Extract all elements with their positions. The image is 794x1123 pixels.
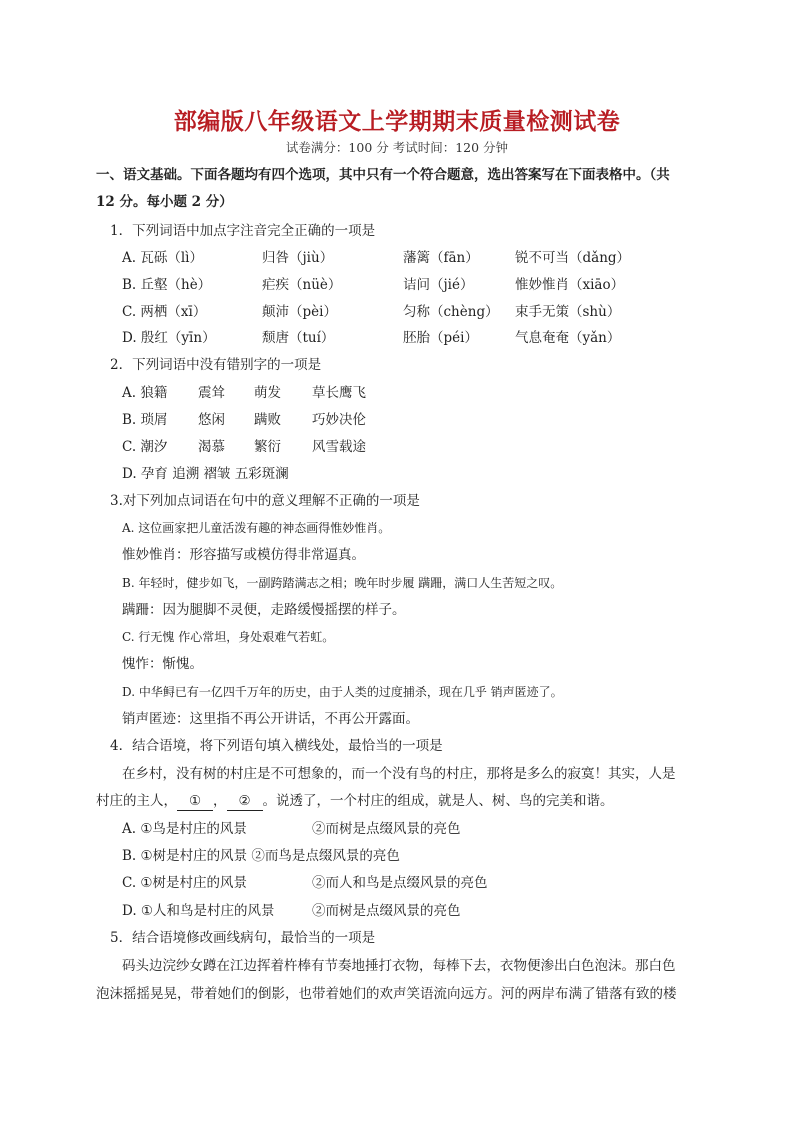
- q5-passage-line-1: 码头边浣纱女蹲在江边挥着杵棒有节奏地捶打衣物，每棒下去，衣物便渗出白色泡沫。那白色: [122, 958, 676, 974]
- q3-option-b: B. 年轻时，健步如飞，一副跨踏满志之相；晚年时步履 蹒跚，满口人生苦短之叹。: [122, 576, 563, 590]
- q2-option-c-2: 渴慕: [198, 439, 225, 455]
- q3-option-a: A. 这位画家把儿童活泼有趣的神态画得惟妙惟肖。: [122, 521, 391, 535]
- q4-blank-1: ①: [177, 792, 213, 811]
- q3-option-d: D. 中华鲟已有一亿四千万年的历史，由于人类的过度捕杀，现在几乎 销声匿迹了。: [122, 685, 563, 699]
- question-1-stem: 1．下列词语中加点字注音完全正确的一项是: [110, 223, 376, 239]
- q2-option-a-4: 草长鹰飞: [312, 385, 366, 401]
- q1-option-d-4: 气息奄奄（yǎn）: [515, 330, 621, 346]
- q2-option-b-4: 巧妙决伦: [312, 412, 366, 428]
- q4-passage-prefix: 村庄的主人，: [96, 793, 177, 809]
- q2-option-a-3: 萌发: [254, 385, 281, 401]
- q1-option-a-2: 归咎（jiù）: [262, 250, 334, 266]
- q2-option-d: D. 孕育 追溯 褶皱 五彩斑澜: [122, 466, 289, 482]
- q1-option-b-1: B. 丘壑（hè）: [122, 277, 212, 293]
- q4-option-a-2: ②而树是点缀风景的亮色: [312, 821, 461, 837]
- q1-option-b-3: 诘问（jié）: [403, 277, 474, 293]
- q3-option-c-explain: 愧怍：惭愧。: [122, 656, 203, 672]
- q4-option-b: B. ①树是村庄的风景 ②而鸟是点缀风景的亮色: [122, 848, 400, 864]
- q2-option-a-1: A. 狼籍: [122, 385, 168, 401]
- q2-option-c-1: C. 潮汐: [122, 439, 168, 455]
- q2-option-c-4: 风雪载途: [312, 439, 366, 455]
- q4-option-c-1: C. ①树是村庄的风景: [122, 875, 248, 891]
- q4-option-c-2: ②而人和鸟是点缀风景的亮色: [312, 875, 488, 891]
- q2-option-c-3: 繁衍: [254, 439, 281, 455]
- q1-option-b-2: 疟疾（nüè）: [262, 277, 342, 293]
- q3-option-a-explain: 惟妙惟肖：形容描写或模仿得非常逼真。: [122, 547, 365, 563]
- q2-option-b-1: B. 琐屑: [122, 412, 168, 428]
- question-2-stem: 2．下列词语中没有错别字的一项是: [110, 357, 322, 373]
- q1-option-a-3: 藩篱（fān）: [403, 250, 479, 266]
- q2-option-b-2: 悠闲: [198, 412, 225, 428]
- section-heading: 一、语文基础。下面各题均有四个选项，其中只有一个符合题意，选出答案写在下面表格中。（共: [96, 167, 670, 183]
- section-heading-cont: 12 分。每小题 2 分）: [96, 194, 233, 210]
- q4-blank-separator: ，: [213, 793, 227, 809]
- q1-option-d-3: 胚胎（péi）: [403, 330, 478, 346]
- question-4-stem: 4．结合语境，将下列语句填入横线处，最恰当的一项是: [110, 738, 443, 754]
- q4-option-d-1: D. ①人和鸟是村庄的风景: [122, 903, 275, 919]
- q1-option-b-4: 惟妙惟肖（xiāo）: [515, 277, 625, 293]
- q3-option-d-explain: 销声匿迹：这里指不再公开讲话，不再公开露面。: [122, 711, 419, 727]
- q1-option-c-3: 匀称（chèng）: [403, 304, 499, 320]
- q3-option-b-explain: 蹒跚：因为腿脚不灵便，走路缓慢摇摆的样子。: [122, 602, 406, 618]
- q1-option-d-1: D. 殷红（yīn）: [122, 330, 216, 346]
- q1-option-d-2: 颓唐（tuí）: [262, 330, 335, 346]
- q4-passage-line-1: 在乡村，没有树的村庄是不可想象的，而一个没有鸟的村庄，那将是多么的寂寞！其实，人是: [122, 766, 676, 782]
- q2-option-b-3: 蹒败: [254, 412, 281, 428]
- question-5-stem: 5．结合语境修改画线病句，最恰当的一项是: [110, 930, 376, 946]
- q4-passage-suffix: 。说透了，一个村庄的组成，就是人、树、鸟的完美和谐。: [262, 793, 614, 809]
- exam-info: 试卷满分：100 分 考试时间：120 分钟: [285, 140, 509, 155]
- q3-option-c: C. 行无愧 作心常坦，身处艰难气若虹。: [122, 630, 335, 644]
- q1-option-c-1: C. 两栖（xī）: [122, 304, 207, 320]
- question-3-stem: 3.对下列加点词语在句中的意义理解不正确的一项是: [110, 493, 420, 509]
- q1-option-c-4: 束手无策（shù）: [515, 304, 621, 320]
- q4-blank-2: ②: [227, 792, 263, 811]
- q1-option-a-1: A. 瓦砾（lì）: [122, 250, 203, 266]
- q1-option-a-4: 锐不可当（dǎng）: [515, 250, 631, 266]
- page-title: 部编版八年级语文上学期期末质量检测试卷: [173, 109, 621, 135]
- q2-option-a-2: 震耸: [198, 385, 225, 401]
- q4-passage-line-2: [96, 792, 614, 811]
- q4-option-a-1: A. ①鸟是村庄的风景: [122, 821, 247, 837]
- q1-option-c-2: 颠沛（pèi）: [262, 304, 337, 320]
- q4-option-d-2: ②而树是点缀风景的亮色: [312, 903, 461, 919]
- q5-passage-line-2: 泡沫摇摇晃晃，带着她们的倒影，也带着她们的欢声笑语流向远方。河的两岸布满了错落有致的楼: [96, 986, 677, 1002]
